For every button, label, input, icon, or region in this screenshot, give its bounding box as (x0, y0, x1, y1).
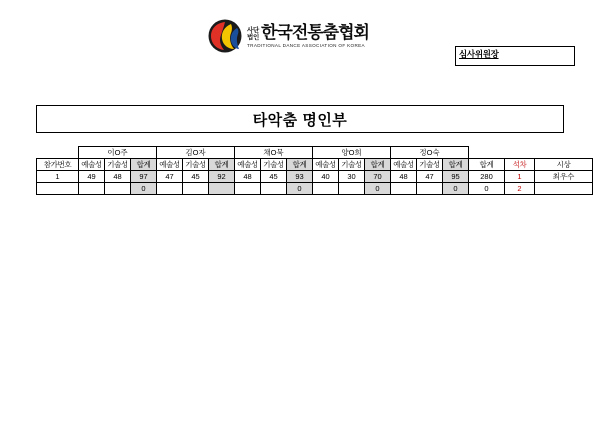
judge-name-2: 김O자 (157, 147, 235, 159)
cell-technique-5[interactable]: 47 (417, 171, 443, 183)
header-technique-5: 기술성 (417, 159, 443, 171)
cell-rank: 1 (505, 171, 535, 183)
cell-artistry-2[interactable] (157, 183, 183, 195)
cell-artistry-1[interactable]: 49 (79, 171, 105, 183)
header-artistry-3: 예술성 (235, 159, 261, 171)
cell-technique-4[interactable] (339, 183, 365, 195)
blank-total-head (469, 147, 505, 159)
table-row (37, 171, 593, 183)
cell-entry-no[interactable]: 1 (37, 171, 79, 183)
cell-technique-1[interactable]: 48 (105, 171, 131, 183)
cell-technique-5[interactable] (417, 183, 443, 195)
cell-technique-2[interactable]: 45 (183, 171, 209, 183)
cell-prize[interactable] (535, 183, 593, 195)
table-judge-row (37, 147, 593, 159)
cell-subtotal-1: 97 (131, 171, 157, 183)
header-technique-1: 기술성 (105, 159, 131, 171)
header-total: 합계 (469, 159, 505, 171)
cell-artistry-3[interactable]: 48 (235, 171, 261, 183)
cell-prize[interactable]: 최우수 (535, 171, 593, 183)
header-artistry-5: 예술성 (391, 159, 417, 171)
header-subtotal-3: 합계 (287, 159, 313, 171)
judge-name-1: 이O주 (79, 147, 157, 159)
cell-subtotal-3: 0 (287, 183, 313, 195)
logo-prefix-line2: 법인 (247, 33, 259, 41)
korean-fan-swirl-icon (207, 18, 243, 54)
cell-rank: 2 (505, 183, 535, 195)
blank-rank-head (505, 147, 535, 159)
judge-name-4: 양O희 (313, 147, 391, 159)
score-table (36, 146, 593, 195)
association-logo (207, 18, 369, 54)
cell-artistry-5[interactable] (391, 183, 417, 195)
cell-subtotal-2 (209, 183, 235, 195)
header-subtotal-4: 합계 (365, 159, 391, 171)
table-row (37, 183, 593, 195)
cell-entry-no[interactable] (37, 183, 79, 195)
judge-name-3: 채O묵 (235, 147, 313, 159)
cell-total: 0 (469, 183, 505, 195)
header-rank: 석차 (505, 159, 535, 171)
cell-technique-3[interactable] (261, 183, 287, 195)
blank-prize-head (535, 147, 593, 159)
cell-technique-3[interactable]: 45 (261, 171, 287, 183)
cell-technique-2[interactable] (183, 183, 209, 195)
cell-subtotal-4: 0 (365, 183, 391, 195)
header-subtotal-5: 합계 (443, 159, 469, 171)
logo-text (247, 24, 369, 49)
cell-artistry-3[interactable] (235, 183, 261, 195)
cell-artistry-1[interactable] (79, 183, 105, 195)
header-technique-3: 기술성 (261, 159, 287, 171)
header-artistry-1: 예술성 (79, 159, 105, 171)
cell-artistry-5[interactable]: 48 (391, 171, 417, 183)
header-subtotal-1: 합계 (131, 159, 157, 171)
cell-subtotal-3: 93 (287, 171, 313, 183)
blank-corner (37, 147, 79, 159)
header-technique-4: 기술성 (339, 159, 365, 171)
cell-technique-4[interactable]: 30 (339, 171, 365, 183)
judge-name-5: 정O숙 (391, 147, 469, 159)
page-title: 타악춤 명인부 (252, 111, 348, 129)
cell-subtotal-5: 95 (443, 171, 469, 183)
header-artistry-4: 예술성 (313, 159, 339, 171)
logo-association-name-en: TRADITIONAL DANCE ASSOCIATION OF KOREA (247, 42, 365, 48)
cell-artistry-2[interactable]: 47 (157, 171, 183, 183)
cell-technique-1[interactable] (105, 183, 131, 195)
header-entry-no: 참가번호 (37, 159, 79, 171)
cell-subtotal-2: 92 (209, 171, 235, 183)
logo-prefix-line1: 사단 (247, 26, 259, 34)
header-technique-2: 기술성 (183, 159, 209, 171)
chief-judge-label: 심사위원장 (459, 49, 499, 59)
cell-artistry-4[interactable] (313, 183, 339, 195)
header-prize: 시상 (535, 159, 593, 171)
header-artistry-2: 예술성 (157, 159, 183, 171)
header-subtotal-2: 합계 (209, 159, 235, 171)
cell-artistry-4[interactable]: 40 (313, 171, 339, 183)
logo-corporate-prefix (247, 27, 259, 42)
cell-subtotal-5: 0 (443, 183, 469, 195)
cell-subtotal-1: 0 (131, 183, 157, 195)
cell-total: 280 (469, 171, 505, 183)
table-header-row (37, 159, 593, 171)
cell-subtotal-4: 70 (365, 171, 391, 183)
sheet-title-box (36, 105, 564, 133)
logo-association-name: 한국전통춤협회 (260, 22, 369, 42)
